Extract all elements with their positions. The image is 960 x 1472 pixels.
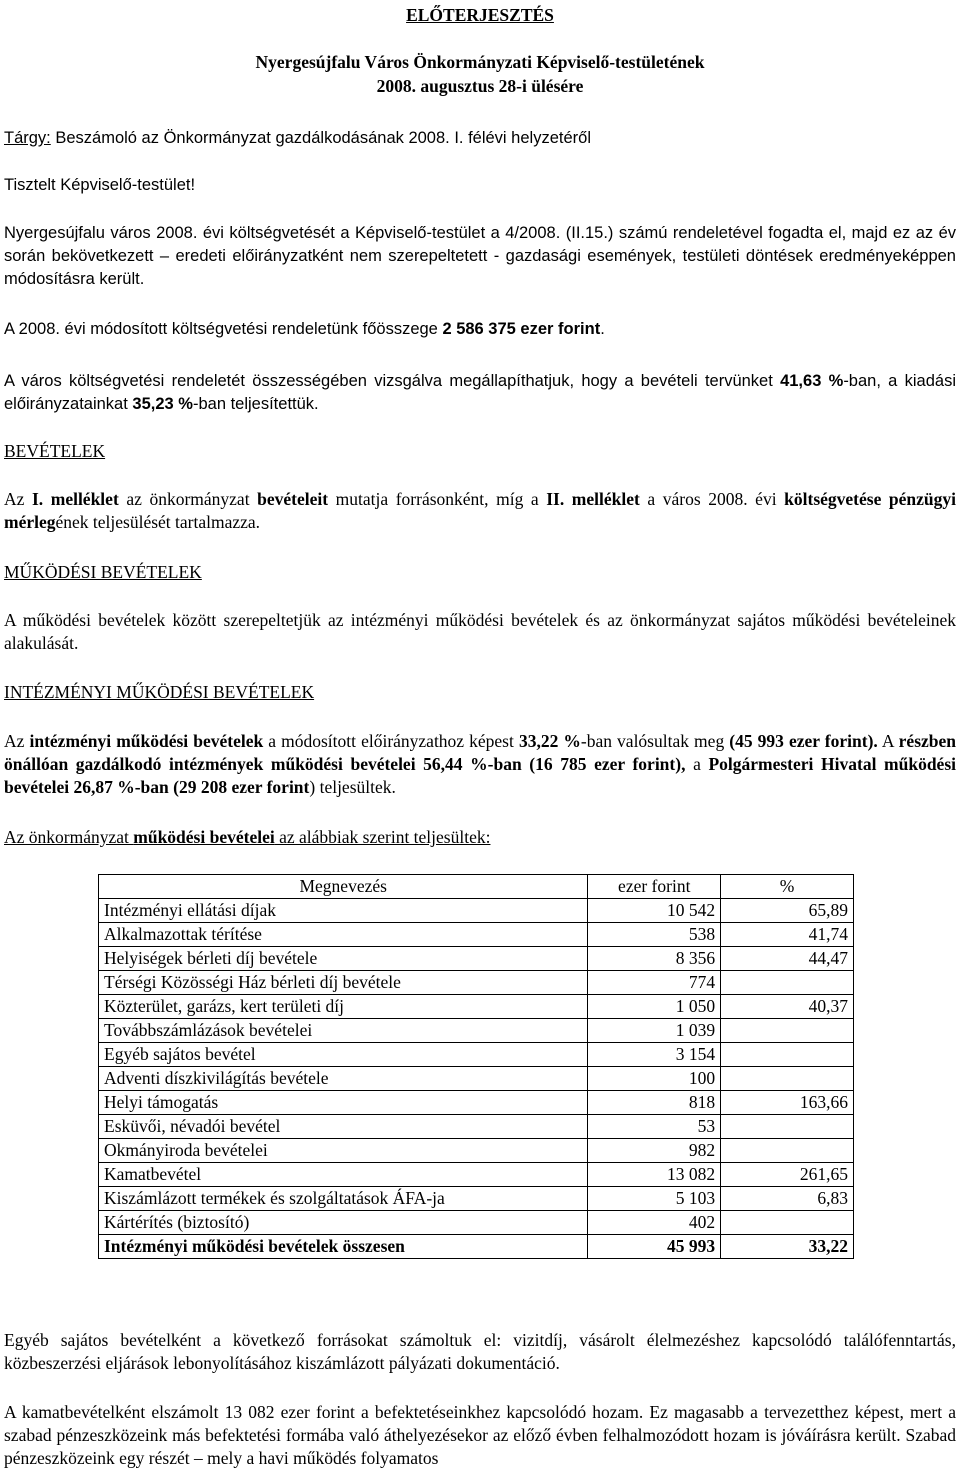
cell-amount: 5 103 <box>588 1187 721 1211</box>
cell-name: Közterület, garázs, kert területi díj <box>99 995 588 1019</box>
table-row <box>99 1187 854 1211</box>
cell-amount: 53 <box>588 1115 721 1139</box>
revenue-heading: BEVÉTELEK <box>4 441 106 461</box>
table-row <box>99 1163 854 1187</box>
cell-name: Kamatbevétel <box>99 1163 588 1187</box>
meeting-date: 2008. augusztus 28-i ülésére <box>376 76 584 96</box>
cell-amount: 538 <box>588 923 721 947</box>
cell-name: Adventi díszkivilágítás bevétele <box>99 1067 588 1091</box>
cell-name: Intézményi ellátási díjak <box>99 899 588 923</box>
table-row <box>99 1139 854 1163</box>
table-row <box>99 1043 854 1067</box>
institutional-heading: INTÉZMÉNYI MŰKÖDÉSI BEVÉTELEK <box>4 682 315 702</box>
performance-paragraph: A város költségvetési rendeletét összességében vizsgálva megállapíthatjuk, hogy a bevételi tervünket 41,63 %-ban, a kiadási előirányzatainkat 35,23 %-ban teljesítettük. <box>4 372 956 413</box>
table-total-row <box>99 1235 854 1259</box>
cell-percent: 261,65 <box>721 1163 854 1187</box>
table-header-row <box>99 875 854 899</box>
cell-name: Alkalmazottak térítése <box>99 923 588 947</box>
cell-percent: 6,83 <box>721 1187 854 1211</box>
cell-amount: 8 356 <box>588 947 721 971</box>
cell-name: Továbbszámlázások bevételei <box>99 1019 588 1043</box>
table-row <box>99 1115 854 1139</box>
cell-amount: 10 542 <box>588 899 721 923</box>
table-row <box>99 1019 854 1043</box>
cell-amount: 818 <box>588 1091 721 1115</box>
intro-paragraph: Nyergesújfalu város 2008. évi költségvetését a Képviselő-testület a 4/2008. (II.15.) számú rendeletével fogadta el, majd ez az év során bekövetkezett – eredeti előirányzatként nem szerepeltetett - gazdasági események, testületi döntések eredményeképpen módosításra került. <box>4 224 956 288</box>
table-intro: Az önkormányzat működési bevételei az alábbiak szerint teljesültek: <box>4 827 491 847</box>
header-name: Megnevezés <box>99 875 588 899</box>
cell-percent: 65,89 <box>721 899 854 923</box>
cell-percent: 163,66 <box>721 1091 854 1115</box>
cell-amount: 402 <box>588 1211 721 1235</box>
table-row <box>99 947 854 971</box>
table-row <box>99 923 854 947</box>
cell-percent: 44,47 <box>721 947 854 971</box>
council-line: Nyergesújfalu Város Önkormányzati Képviselő-testületének <box>255 52 705 72</box>
cell-amount: 982 <box>588 1139 721 1163</box>
operating-heading: MŰKÖDÉSI BEVÉTELEK <box>4 562 202 582</box>
cell-name: Térségi Közösségi Ház bérleti díj bevétele <box>99 971 588 995</box>
subject-line: Tárgy: Beszámoló az Önkormányzat gazdálkodásának 2008. I. félévi helyzetéről <box>4 129 591 147</box>
cell-percent <box>721 1211 854 1235</box>
cell-percent <box>721 1067 854 1091</box>
cell-amount: 774 <box>588 971 721 995</box>
cell-amount: 13 082 <box>588 1163 721 1187</box>
cell-percent <box>721 1019 854 1043</box>
cell-name: Kártérítés (biztosító) <box>99 1211 588 1235</box>
cell-name: Helyiségek bérleti díj bevétele <box>99 947 588 971</box>
cell-percent <box>721 971 854 995</box>
cell-percent: 40,37 <box>721 995 854 1019</box>
document-title: ELŐTERJESZTÉS <box>406 5 554 25</box>
interest-paragraph: A kamatbevételként elszámolt 13 082 ezer forint a befektetéseinkhez kapcsolódó hozam. Ez magasabb a tervezetthez képest, mert a szabad pénzeszközeink más befektetési formába való áthelyezésekor az előző évben felhalmozódott hozam is jóváírásra került. Szabad pénzeszközeink egy részét – mely a havi működés folyamatos <box>4 1402 956 1468</box>
salutation: Tisztelt Képviselő-testület! <box>4 176 196 194</box>
cell-amount: 3 154 <box>588 1043 721 1067</box>
table-row <box>99 971 854 995</box>
table-row <box>99 899 854 923</box>
total-percent: 33,22 <box>721 1235 854 1259</box>
header-percent: % <box>721 875 854 899</box>
institutional-paragraph: Az intézményi működési bevételek a módosított előirányzathoz képest 33,22 %-ban valósultak meg (45 993 ezer forint). A részben önállóan gazdálkodó intézmények működési bevételei 56,44 %-ban (16 785 ezer forint), a Polgármesteri Hivatal működési bevételei 26,87 %-ban (29 208 ezer forint) teljesültek. <box>4 731 957 797</box>
other-revenue-paragraph: Egyéb sajátos bevételként a következő forrásokat számoltuk el: vizitdíj, vásárolt élelmezéshez kapcsolódó találófenntartás, közbeszerzési eljárások lebonyolításához kiszámlázott pályázati dokumentáció. <box>4 1330 956 1373</box>
cell-name: Okmányiroda bevételei <box>99 1139 588 1163</box>
cell-amount: 1 039 <box>588 1019 721 1043</box>
total-paragraph: A 2008. évi módosított költségvetési rendeletünk főösszege 2 586 375 ezer forint. <box>4 320 605 338</box>
table-row <box>99 1091 854 1115</box>
revenue-paragraph: Az I. melléklet az önkormányzat bevételeit mutatja forrásonként, míg a II. melléklet a város 2008. évi költségvetése pénzügyi mérlegének teljesülését tartalmazza. <box>4 489 956 532</box>
table-row <box>99 995 854 1019</box>
cell-name: Esküvői, névadói bevétel <box>99 1115 588 1139</box>
cell-name: Kiszámlázott termékek és szolgáltatások ÁFA-ja <box>99 1187 588 1211</box>
cell-percent <box>721 1043 854 1067</box>
cell-percent: 41,74 <box>721 923 854 947</box>
cell-amount: 100 <box>588 1067 721 1091</box>
operating-paragraph: A működési bevételek között szerepeltetjük az intézményi működési bevételek és az önkormányzat sajátos működési bevételeinek alakulását. <box>4 610 956 653</box>
cell-percent <box>721 1139 854 1163</box>
total-name: Intézményi működési bevételek összesen <box>99 1235 588 1259</box>
table-row <box>99 1067 854 1091</box>
total-amount: 45 993 <box>588 1235 721 1259</box>
cell-name: Egyéb sajátos bevétel <box>99 1043 588 1067</box>
operating-revenue-table <box>98 874 854 1259</box>
table-row <box>99 1211 854 1235</box>
header-amount: ezer forint <box>588 875 721 899</box>
cell-amount: 1 050 <box>588 995 721 1019</box>
cell-name: Helyi támogatás <box>99 1091 588 1115</box>
cell-percent <box>721 1115 854 1139</box>
